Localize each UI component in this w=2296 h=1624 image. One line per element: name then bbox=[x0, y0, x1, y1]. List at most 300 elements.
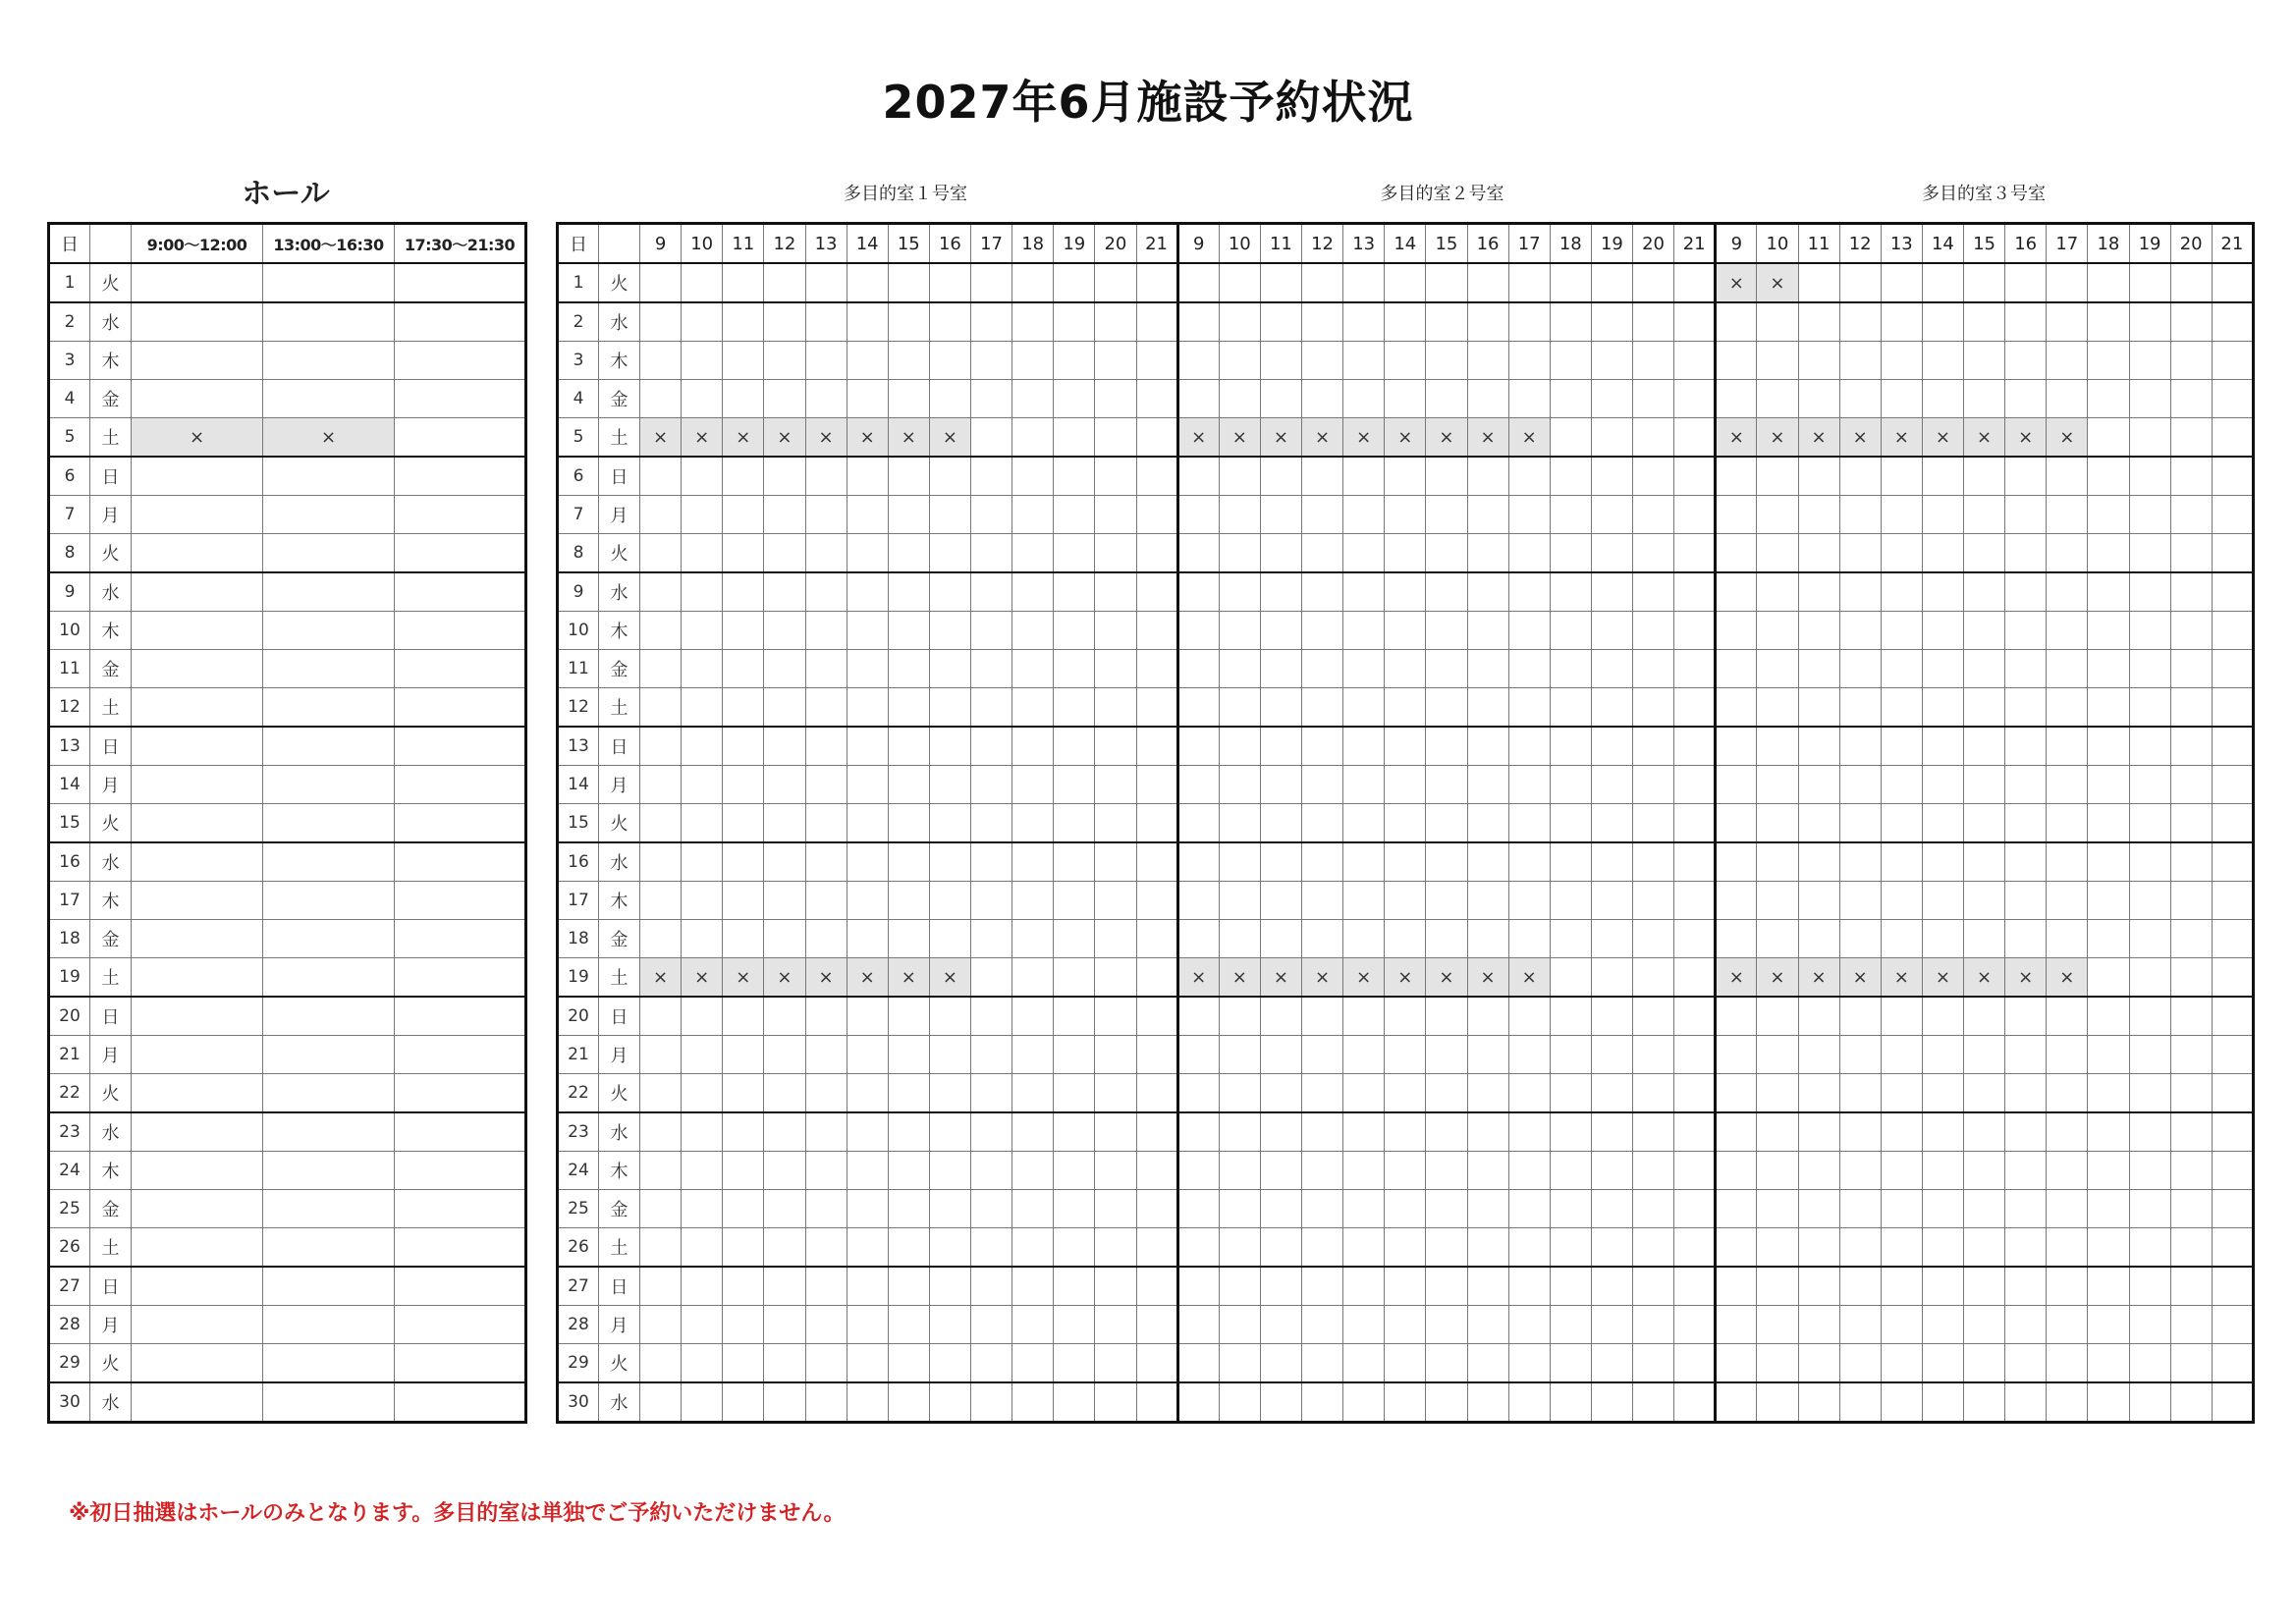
room-3-slot-cell bbox=[1716, 342, 1757, 380]
day-number: 13 bbox=[558, 727, 599, 766]
room-3-slot-cell bbox=[2212, 727, 2253, 766]
room-1-slot-cell bbox=[1054, 1267, 1095, 1306]
room-3-slot-cell bbox=[2129, 1382, 2170, 1423]
room-2-slot-cell bbox=[1550, 1152, 1591, 1190]
weekday-label: 土 bbox=[90, 1228, 132, 1268]
weekday-label: 木 bbox=[599, 1152, 640, 1190]
hall-slot-cell bbox=[395, 727, 526, 766]
room-2-slot-cell bbox=[1508, 1306, 1550, 1344]
day-number: 12 bbox=[49, 688, 90, 728]
room-2-slot-cell bbox=[1426, 882, 1467, 920]
room-2-slot-cell bbox=[1467, 766, 1508, 804]
room-3-slot-cell bbox=[2170, 380, 2212, 418]
room-1-slot-reserved: × bbox=[805, 958, 847, 998]
room-3-slot-cell bbox=[1881, 302, 1922, 342]
rooms-day-row bbox=[558, 688, 2254, 728]
room-1-slot-reserved: × bbox=[764, 958, 805, 998]
room-3-slot-cell bbox=[1922, 263, 1963, 302]
room-2-slot-cell bbox=[1343, 1344, 1385, 1383]
room-1-slot-cell bbox=[682, 302, 723, 342]
room-1-slot-cell bbox=[1054, 1190, 1095, 1228]
room-3-slot-cell bbox=[2088, 496, 2129, 534]
hall-day-row bbox=[49, 1152, 526, 1190]
room-3-slot-cell bbox=[1964, 920, 2005, 958]
room-3-slot-cell bbox=[2005, 650, 2047, 688]
room-2-slot-cell bbox=[1260, 688, 1301, 728]
room-1-hour-header: 13 bbox=[805, 224, 847, 264]
room-3-slot-cell bbox=[1839, 1344, 1881, 1383]
room-2-slot-cell bbox=[1177, 804, 1219, 843]
weekday-label: 水 bbox=[599, 572, 640, 612]
room-2-slot-cell bbox=[1467, 457, 1508, 496]
hall-day-row bbox=[49, 1036, 526, 1074]
room-2-slot-cell bbox=[1219, 534, 1260, 573]
room-3-slot-cell bbox=[2212, 1306, 2253, 1344]
room-3-slot-cell bbox=[1716, 920, 1757, 958]
room-1-slot-cell bbox=[847, 766, 888, 804]
room-3-slot-cell bbox=[2212, 920, 2253, 958]
room-1-slot-cell bbox=[929, 1036, 970, 1074]
room-3-slot-cell bbox=[2170, 727, 2212, 766]
room-3-slot-cell bbox=[2129, 958, 2170, 998]
room-3-slot-cell bbox=[2047, 534, 2088, 573]
hall-slot-cell bbox=[132, 612, 263, 650]
room-3-slot-cell bbox=[2047, 1074, 2088, 1113]
room-3-slot-cell bbox=[2170, 263, 2212, 302]
room-3-slot-cell bbox=[2170, 1112, 2212, 1152]
room-3-slot-cell bbox=[2088, 804, 2129, 843]
room-1-slot-cell bbox=[682, 766, 723, 804]
room-2-slot-cell bbox=[1219, 1267, 1260, 1306]
day-number: 15 bbox=[558, 804, 599, 843]
room-1-slot-cell bbox=[847, 534, 888, 573]
room-3-slot-cell bbox=[1757, 688, 1798, 728]
day-number: 9 bbox=[558, 572, 599, 612]
room-1-slot-cell bbox=[971, 997, 1012, 1036]
hall-slot-cell bbox=[263, 920, 395, 958]
room-1-slot-cell bbox=[640, 1190, 682, 1228]
room-1-hour-header: 12 bbox=[764, 224, 805, 264]
room-3-slot-cell bbox=[1881, 1306, 1922, 1344]
room-3-slot-cell bbox=[2170, 958, 2212, 998]
room-3-slot-cell bbox=[2212, 1036, 2253, 1074]
room-1-slot-cell bbox=[764, 1112, 805, 1152]
room-2-slot-cell bbox=[1177, 766, 1219, 804]
room-3-slot-cell bbox=[1922, 457, 1963, 496]
room-2-slot-cell bbox=[1385, 1036, 1426, 1074]
room-2-slot-cell bbox=[1219, 1152, 1260, 1190]
room-1-slot-cell bbox=[640, 1228, 682, 1268]
room-2-slot-cell bbox=[1385, 842, 1426, 882]
room-3-slot-cell bbox=[2212, 534, 2253, 573]
room-2-slot-cell bbox=[1260, 1228, 1301, 1268]
room-1-slot-cell bbox=[764, 1344, 805, 1383]
room-3-slot-cell bbox=[2088, 1152, 2129, 1190]
hall-slot-cell bbox=[263, 1112, 395, 1152]
room-1-slot-cell bbox=[640, 650, 682, 688]
room-2-slot-cell bbox=[1674, 766, 1716, 804]
room-3-slot-cell bbox=[2212, 572, 2253, 612]
room-3-slot-cell bbox=[1881, 1036, 1922, 1074]
room-2-slot-cell bbox=[1302, 766, 1343, 804]
day-number: 16 bbox=[558, 842, 599, 882]
room-1-slot-cell bbox=[805, 727, 847, 766]
room-3-slot-cell bbox=[1798, 804, 1839, 843]
room-2-slot-cell bbox=[1467, 1074, 1508, 1113]
room-1-slot-cell bbox=[929, 997, 970, 1036]
room-2-slot-cell bbox=[1508, 882, 1550, 920]
room-1-slot-reserved: × bbox=[723, 958, 764, 998]
room-1-slot-cell bbox=[888, 1112, 929, 1152]
room-3-slot-cell bbox=[2088, 1382, 2129, 1423]
weekday-column-header bbox=[90, 224, 132, 264]
weekday-label: 火 bbox=[90, 804, 132, 843]
hall-day-row bbox=[49, 882, 526, 920]
room-3-slot-cell bbox=[2212, 1074, 2253, 1113]
room-3-slot-cell bbox=[2005, 1112, 2047, 1152]
room-3-slot-cell bbox=[1964, 650, 2005, 688]
room-1-slot-cell bbox=[805, 766, 847, 804]
weekday-label: 火 bbox=[599, 263, 640, 302]
room-2-slot-cell bbox=[1302, 1306, 1343, 1344]
room-1-slot-cell bbox=[888, 572, 929, 612]
room-1-slot-cell bbox=[1095, 457, 1136, 496]
room-2-slot-cell bbox=[1633, 1036, 1674, 1074]
room-1-slot-cell bbox=[888, 612, 929, 650]
hall-slot-cell bbox=[263, 380, 395, 418]
room-2-slot-cell bbox=[1177, 1382, 1219, 1423]
room-3-slot-cell bbox=[2212, 418, 2253, 458]
room-3-slot-cell bbox=[2047, 997, 2088, 1036]
rooms-day-row bbox=[558, 1112, 2254, 1152]
room-2-slot-cell bbox=[1385, 882, 1426, 920]
room-2-slot-cell bbox=[1508, 612, 1550, 650]
hall-slot-cell bbox=[132, 920, 263, 958]
room-1-slot-cell bbox=[971, 457, 1012, 496]
room-3-slot-cell bbox=[1922, 650, 1963, 688]
hall-slot-cell bbox=[132, 1306, 263, 1344]
hall-slot-cell bbox=[395, 496, 526, 534]
day-number: 27 bbox=[49, 1267, 90, 1306]
room-2-slot-cell bbox=[1674, 1344, 1716, 1383]
room-1-slot-cell bbox=[847, 342, 888, 380]
room-2-slot-cell bbox=[1302, 1074, 1343, 1113]
room-2-slot-cell bbox=[1343, 1267, 1385, 1306]
room-3-slot-cell bbox=[2047, 302, 2088, 342]
room-1-slot-cell bbox=[764, 1228, 805, 1268]
day-number: 28 bbox=[49, 1306, 90, 1344]
room-2-slot-cell bbox=[1260, 572, 1301, 612]
room-3-slot-cell bbox=[1839, 766, 1881, 804]
room-1-slot-cell bbox=[971, 534, 1012, 573]
room-1-slot-cell bbox=[640, 572, 682, 612]
room-2-slot-cell bbox=[1260, 727, 1301, 766]
room-2-slot-cell bbox=[1550, 1036, 1591, 1074]
room-2-hour-header: 13 bbox=[1343, 224, 1385, 264]
day-number: 21 bbox=[49, 1036, 90, 1074]
rooms-day-row bbox=[558, 534, 2254, 573]
room-3-slot-reserved: × bbox=[1964, 958, 2005, 998]
room-2-slot-cell bbox=[1508, 997, 1550, 1036]
hall-slot-cell bbox=[132, 650, 263, 688]
room-3-slot-cell bbox=[1922, 1036, 1963, 1074]
room-2-slot-cell bbox=[1385, 380, 1426, 418]
day-number: 25 bbox=[49, 1190, 90, 1228]
room-1-slot-cell bbox=[682, 1267, 723, 1306]
room-3-slot-cell bbox=[2047, 804, 2088, 843]
room-1-slot-cell bbox=[847, 842, 888, 882]
hall-slot-cell bbox=[132, 380, 263, 418]
room-1-slot-cell bbox=[1136, 997, 1177, 1036]
room-1-slot-cell bbox=[929, 457, 970, 496]
weekday-label: 木 bbox=[599, 612, 640, 650]
room-1-slot-reserved: × bbox=[682, 958, 723, 998]
room-1-slot-cell bbox=[805, 1344, 847, 1383]
room-1-slot-cell bbox=[1054, 457, 1095, 496]
room-3-slot-cell bbox=[2005, 1306, 2047, 1344]
hall-slot-cell bbox=[395, 804, 526, 843]
room-1-slot-cell bbox=[1054, 1228, 1095, 1268]
room-1-slot-cell bbox=[723, 496, 764, 534]
room-2-slot-cell bbox=[1550, 572, 1591, 612]
room-3-slot-cell bbox=[1881, 534, 1922, 573]
room-3-slot-cell bbox=[1716, 302, 1757, 342]
day-number: 4 bbox=[49, 380, 90, 418]
room-3-slot-cell bbox=[2212, 1382, 2253, 1423]
room-1-hour-header: 11 bbox=[723, 224, 764, 264]
room-2-slot-cell bbox=[1177, 650, 1219, 688]
room-1-slot-cell bbox=[888, 842, 929, 882]
room-2-slot-cell bbox=[1674, 997, 1716, 1036]
room-1-title: 多目的室１号室 bbox=[844, 184, 967, 204]
weekday-label: 土 bbox=[599, 1228, 640, 1268]
room-1-slot-cell bbox=[888, 534, 929, 573]
room-3-slot-cell bbox=[2170, 804, 2212, 843]
weekday-label: 土 bbox=[90, 958, 132, 998]
room-1-slot-cell bbox=[1054, 1382, 1095, 1423]
room-1-slot-cell bbox=[1136, 920, 1177, 958]
room-1-slot-cell bbox=[1095, 1112, 1136, 1152]
room-1-slot-cell bbox=[682, 920, 723, 958]
room-3-slot-cell bbox=[2212, 612, 2253, 650]
weekday-label: 火 bbox=[90, 1344, 132, 1383]
room-1-slot-cell bbox=[929, 1267, 970, 1306]
hall-day-row bbox=[49, 418, 526, 458]
room-3-slot-cell bbox=[2005, 1382, 2047, 1423]
room-2-slot-cell bbox=[1302, 342, 1343, 380]
room-3-slot-cell bbox=[1964, 263, 2005, 302]
room-1-slot-cell bbox=[888, 997, 929, 1036]
room-2-slot-cell bbox=[1467, 727, 1508, 766]
room-1-slot-cell bbox=[723, 1382, 764, 1423]
room-3-slot-cell bbox=[2047, 1228, 2088, 1268]
room-3-slot-cell bbox=[1798, 457, 1839, 496]
rooms-day-row bbox=[558, 263, 2254, 302]
room-1-slot-reserved: × bbox=[764, 418, 805, 458]
room-1-slot-cell bbox=[1095, 1190, 1136, 1228]
room-3-slot-cell bbox=[2005, 920, 2047, 958]
room-2-slot-cell bbox=[1426, 380, 1467, 418]
room-2-slot-reserved: × bbox=[1177, 958, 1219, 998]
room-1-slot-cell bbox=[1054, 920, 1095, 958]
hall-slot-cell bbox=[263, 1074, 395, 1113]
room-2-slot-reserved: × bbox=[1302, 418, 1343, 458]
room-3-hour-header: 13 bbox=[1881, 224, 1922, 264]
room-3-slot-cell bbox=[1839, 920, 1881, 958]
room-2-slot-cell bbox=[1426, 1152, 1467, 1190]
room-3-slot-cell bbox=[1716, 1382, 1757, 1423]
room-3-slot-reserved: × bbox=[1757, 958, 1798, 998]
room-3-slot-cell bbox=[1798, 882, 1839, 920]
room-2-slot-cell bbox=[1550, 766, 1591, 804]
room-3-slot-cell bbox=[1798, 688, 1839, 728]
hall-day-row bbox=[49, 302, 526, 342]
room-3-slot-cell bbox=[1839, 457, 1881, 496]
weekday-column-header bbox=[599, 224, 640, 264]
room-1-slot-cell bbox=[1012, 612, 1054, 650]
weekday-label: 水 bbox=[90, 1112, 132, 1152]
room-1-slot-cell bbox=[1095, 650, 1136, 688]
room-3-slot-cell bbox=[1922, 882, 1963, 920]
page-title: 2027年6月施設予約状況 bbox=[882, 76, 1414, 129]
room-1-slot-cell bbox=[640, 263, 682, 302]
room-2-slot-cell bbox=[1467, 1267, 1508, 1306]
day-number: 5 bbox=[558, 418, 599, 458]
room-3-slot-cell bbox=[2005, 1228, 2047, 1268]
room-2-slot-cell bbox=[1219, 572, 1260, 612]
weekday-label: 土 bbox=[599, 688, 640, 728]
room-1-slot-cell bbox=[971, 302, 1012, 342]
room-3-slot-cell bbox=[1964, 1228, 2005, 1268]
room-3-slot-cell bbox=[2129, 1074, 2170, 1113]
day-number: 26 bbox=[558, 1228, 599, 1268]
room-3-slot-cell bbox=[1839, 1382, 1881, 1423]
room-3-slot-cell bbox=[1881, 997, 1922, 1036]
room-2-slot-cell bbox=[1591, 1152, 1632, 1190]
room-3-slot-cell bbox=[2088, 1267, 2129, 1306]
room-3-slot-cell bbox=[2212, 688, 2253, 728]
room-3-slot-cell bbox=[1757, 457, 1798, 496]
room-1-slot-cell bbox=[723, 804, 764, 843]
room-2-slot-cell bbox=[1550, 1112, 1591, 1152]
room-2-slot-cell bbox=[1177, 920, 1219, 958]
room-1-slot-cell bbox=[1136, 727, 1177, 766]
day-number: 2 bbox=[558, 302, 599, 342]
room-3-slot-cell bbox=[2170, 457, 2212, 496]
room-2-slot-cell bbox=[1591, 997, 1632, 1036]
room-2-slot-cell bbox=[1177, 842, 1219, 882]
room-3-slot-cell bbox=[2212, 457, 2253, 496]
hall-slot-cell bbox=[263, 263, 395, 302]
room-3-slot-cell bbox=[2129, 612, 2170, 650]
room-1-slot-cell bbox=[805, 380, 847, 418]
room-2-slot-cell bbox=[1467, 1382, 1508, 1423]
room-3-slot-cell bbox=[1716, 650, 1757, 688]
room-1-slot-cell bbox=[888, 650, 929, 688]
room-1-slot-cell bbox=[805, 1267, 847, 1306]
room-2-slot-cell bbox=[1674, 1190, 1716, 1228]
room-1-slot-cell bbox=[1054, 650, 1095, 688]
hall-slot-cell bbox=[395, 418, 526, 458]
room-1-slot-cell bbox=[1054, 1152, 1095, 1190]
rooms-day-row bbox=[558, 920, 2254, 958]
day-number: 22 bbox=[558, 1074, 599, 1113]
room-2-slot-cell bbox=[1385, 727, 1426, 766]
room-1-slot-cell bbox=[1095, 727, 1136, 766]
room-2-slot-cell bbox=[1674, 1112, 1716, 1152]
hall-slot-cell bbox=[132, 1382, 263, 1423]
room-2-slot-reserved: × bbox=[1302, 958, 1343, 998]
day-number: 11 bbox=[49, 650, 90, 688]
hall-header-row bbox=[49, 224, 526, 264]
rooms-day-row bbox=[558, 958, 2254, 998]
room-1-slot-cell bbox=[929, 727, 970, 766]
room-1-slot-cell bbox=[1095, 842, 1136, 882]
room-3-slot-cell bbox=[1964, 1190, 2005, 1228]
day-number: 21 bbox=[558, 1036, 599, 1074]
room-2-slot-cell bbox=[1550, 882, 1591, 920]
room-2-slot-cell bbox=[1219, 766, 1260, 804]
room-2-slot-cell bbox=[1219, 342, 1260, 380]
room-1-slot-cell bbox=[723, 1306, 764, 1344]
room-2-slot-cell bbox=[1260, 1267, 1301, 1306]
room-3-slot-cell bbox=[1922, 1306, 1963, 1344]
footnote: ※初日抽選はホールのみとなります。多目的室は単独でご予約いただけません。 bbox=[69, 1501, 846, 1526]
room-2-slot-cell bbox=[1633, 958, 1674, 998]
room-1-slot-cell bbox=[1054, 842, 1095, 882]
room-2-slot-cell bbox=[1591, 1074, 1632, 1113]
room-3-slot-cell bbox=[2129, 804, 2170, 843]
room-2-slot-cell bbox=[1674, 263, 1716, 302]
room-2-slot-cell bbox=[1260, 1112, 1301, 1152]
room-1-slot-cell bbox=[1095, 1382, 1136, 1423]
room-1-slot-cell bbox=[640, 766, 682, 804]
room-1-slot-cell bbox=[1136, 804, 1177, 843]
room-1-slot-cell bbox=[723, 882, 764, 920]
room-2-slot-cell bbox=[1177, 302, 1219, 342]
room-3-slot-cell bbox=[1839, 1112, 1881, 1152]
room-3-slot-reserved: × bbox=[1922, 958, 1963, 998]
room-1-hour-header: 17 bbox=[971, 224, 1012, 264]
room-1-slot-cell bbox=[971, 1036, 1012, 1074]
room-2-slot-reserved: × bbox=[1385, 958, 1426, 998]
room-2-slot-cell bbox=[1302, 380, 1343, 418]
room-1-slot-cell bbox=[1136, 1306, 1177, 1344]
day-number: 2 bbox=[49, 302, 90, 342]
hall-slot-cell bbox=[263, 1382, 395, 1423]
room-3-slot-cell bbox=[1757, 920, 1798, 958]
room-1-slot-cell bbox=[682, 1112, 723, 1152]
room-2-slot-cell bbox=[1674, 920, 1716, 958]
room-3-slot-cell bbox=[2129, 1112, 2170, 1152]
room-2-slot-cell bbox=[1550, 1306, 1591, 1344]
room-2-slot-cell bbox=[1508, 380, 1550, 418]
hall-slot-cell bbox=[263, 1036, 395, 1074]
room-1-slot-cell bbox=[764, 1152, 805, 1190]
room-3-slot-cell bbox=[2005, 534, 2047, 573]
room-2-slot-cell bbox=[1177, 1267, 1219, 1306]
room-3-slot-cell bbox=[2047, 1344, 2088, 1383]
room-2-slot-cell bbox=[1343, 1036, 1385, 1074]
room-1-slot-cell bbox=[1012, 534, 1054, 573]
hall-slot-cell bbox=[132, 1190, 263, 1228]
room-3-slot-cell bbox=[1881, 457, 1922, 496]
hall-day-row bbox=[49, 727, 526, 766]
room-3-slot-cell bbox=[2212, 1112, 2253, 1152]
room-2-slot-cell bbox=[1177, 1074, 1219, 1113]
room-1-slot-cell bbox=[640, 997, 682, 1036]
room-3-slot-cell bbox=[1839, 1074, 1881, 1113]
